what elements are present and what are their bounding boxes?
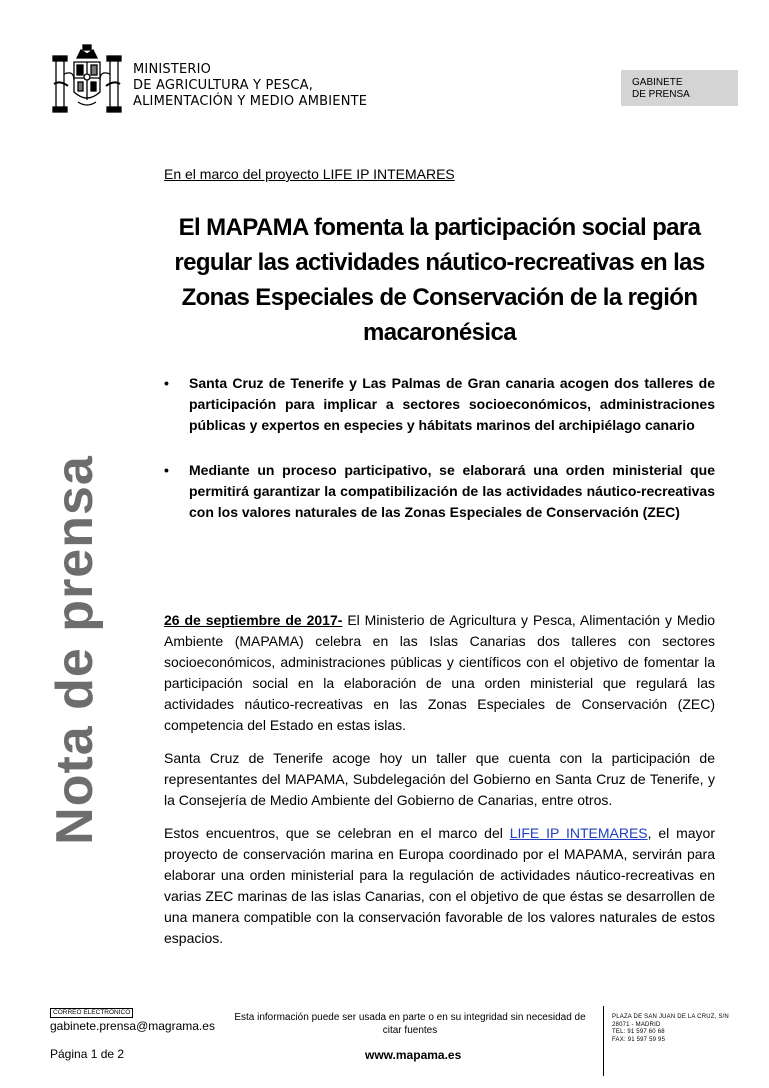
summary-bullet (164, 460, 715, 523)
headline-line: macaronésica (363, 319, 516, 346)
ministry-line: MINISTERIO (133, 62, 212, 77)
email-label: CORREO ELECTRÓNICO (50, 1008, 133, 1018)
website-link[interactable]: www.mapama.es (365, 1048, 462, 1062)
bullet-text: Santa Cruz de Tenerife y Las Palmas de Gran canaria acogen dos talleres de participación para implicar a sectores socioeconómicos, administraciones públicas y expertos en especies y hábitats marinos del archipiélago canario (189, 375, 715, 433)
summary-bullets (164, 373, 715, 523)
page-number: Página 1 de 2 (50, 1047, 125, 1061)
headline-line: El MAPAMA fomenta la participación social para (178, 214, 701, 241)
postal-address (612, 1014, 729, 1044)
bullet-dot-icon: • (164, 375, 169, 391)
address-line: FAX: 91 597 59 95 (612, 1036, 666, 1043)
press-office-line: DE PRENSA (632, 89, 690, 100)
footer-divider (603, 1006, 604, 1076)
contact-email[interactable]: gabinete.prensa@magrama.es (50, 1019, 215, 1033)
body-paragraph (164, 610, 715, 736)
paragraph-text: Estos encuentros, que se celebran en el marco del (164, 825, 510, 841)
dateline: 26 de septiembre de 2017- (164, 612, 343, 628)
life-ip-intemares-link[interactable]: LIFE IP INTEMARES (509, 825, 648, 841)
paragraph-text: , el mayor proyecto de conservación marina en Europa coordinado por el MAPAMA, servirán para elaborar una orden ministerial para la regulación de actividades náutico-recreativas en varias ZEC marinas de las islas Canarias, con el objetivo de que éstas se desarrollen de una manera compatible con la conservación favorable de los valores naturales de estos espacios. (164, 825, 716, 946)
headline-line: regular las actividades náutico-recreativas en las (174, 249, 705, 276)
bullet-dot-icon: • (164, 462, 169, 478)
press-office-line: GABINETE (632, 77, 683, 88)
ministry-line: ALIMENTACIÓN Y MEDIO AMBIENTE (133, 94, 368, 109)
bullet-text: Mediante un proceso participativo, se elaborará una orden ministerial que permitirá garantizar la compatibilización de las actividades náutico-recreativas con los valores naturales de las Zonas Especiales de Conservación (ZEC) (189, 462, 715, 520)
project-context-line: En el marco del proyecto LIFE IP INTEMARES (164, 166, 455, 182)
press-office-box (621, 70, 738, 106)
address-line: PLAZA DE SAN JUAN DE LA CRUZ, S/N (612, 1014, 729, 1020)
usage-notice: Esta información puede ser usada en parte o en su integridad sin necesidad de citar fuentes (234, 1012, 586, 1036)
headline-line: Zonas Especiales de Conservación de la región (181, 284, 698, 311)
coat-of-arms-icon (50, 44, 124, 122)
address-line: 28071 - MADRID (612, 1021, 661, 1028)
address-line: TEL: 91 597 60 68 (612, 1029, 665, 1035)
ministry-line: DE AGRICULTURA Y PESCA, (133, 78, 314, 93)
headline (164, 210, 715, 350)
paragraph-text: El Ministerio de Agricultura y Pesca, Alimentación y Medio Ambiente (MAPAMA) celebra en las Islas Canarias dos talleres con sectores socioeconómicos, administraciones públicas y científicos con el objetivo de fomentar la participación social en la elaboración de una orden ministerial que regulará las actividades náutico-recreativas en las Zonas Especiales de Conservación (ZEC) competencia del Estado en estas islas. (164, 612, 715, 733)
body-paragraph (164, 823, 715, 949)
summary-bullet (164, 373, 715, 436)
ministry-name (133, 62, 367, 110)
article-body (164, 610, 715, 961)
press-release-side-label: Nota de prensa (46, 455, 104, 845)
body-paragraph: Santa Cruz de Tenerife acoge hoy un taller que cuenta con la participación de representantes del MAPAMA, Subdelegación del Gobierno en Santa Cruz de Tenerife, y la Consejería de Medio Ambiente del Gobierno de Canarias, entre otros. (164, 750, 715, 808)
